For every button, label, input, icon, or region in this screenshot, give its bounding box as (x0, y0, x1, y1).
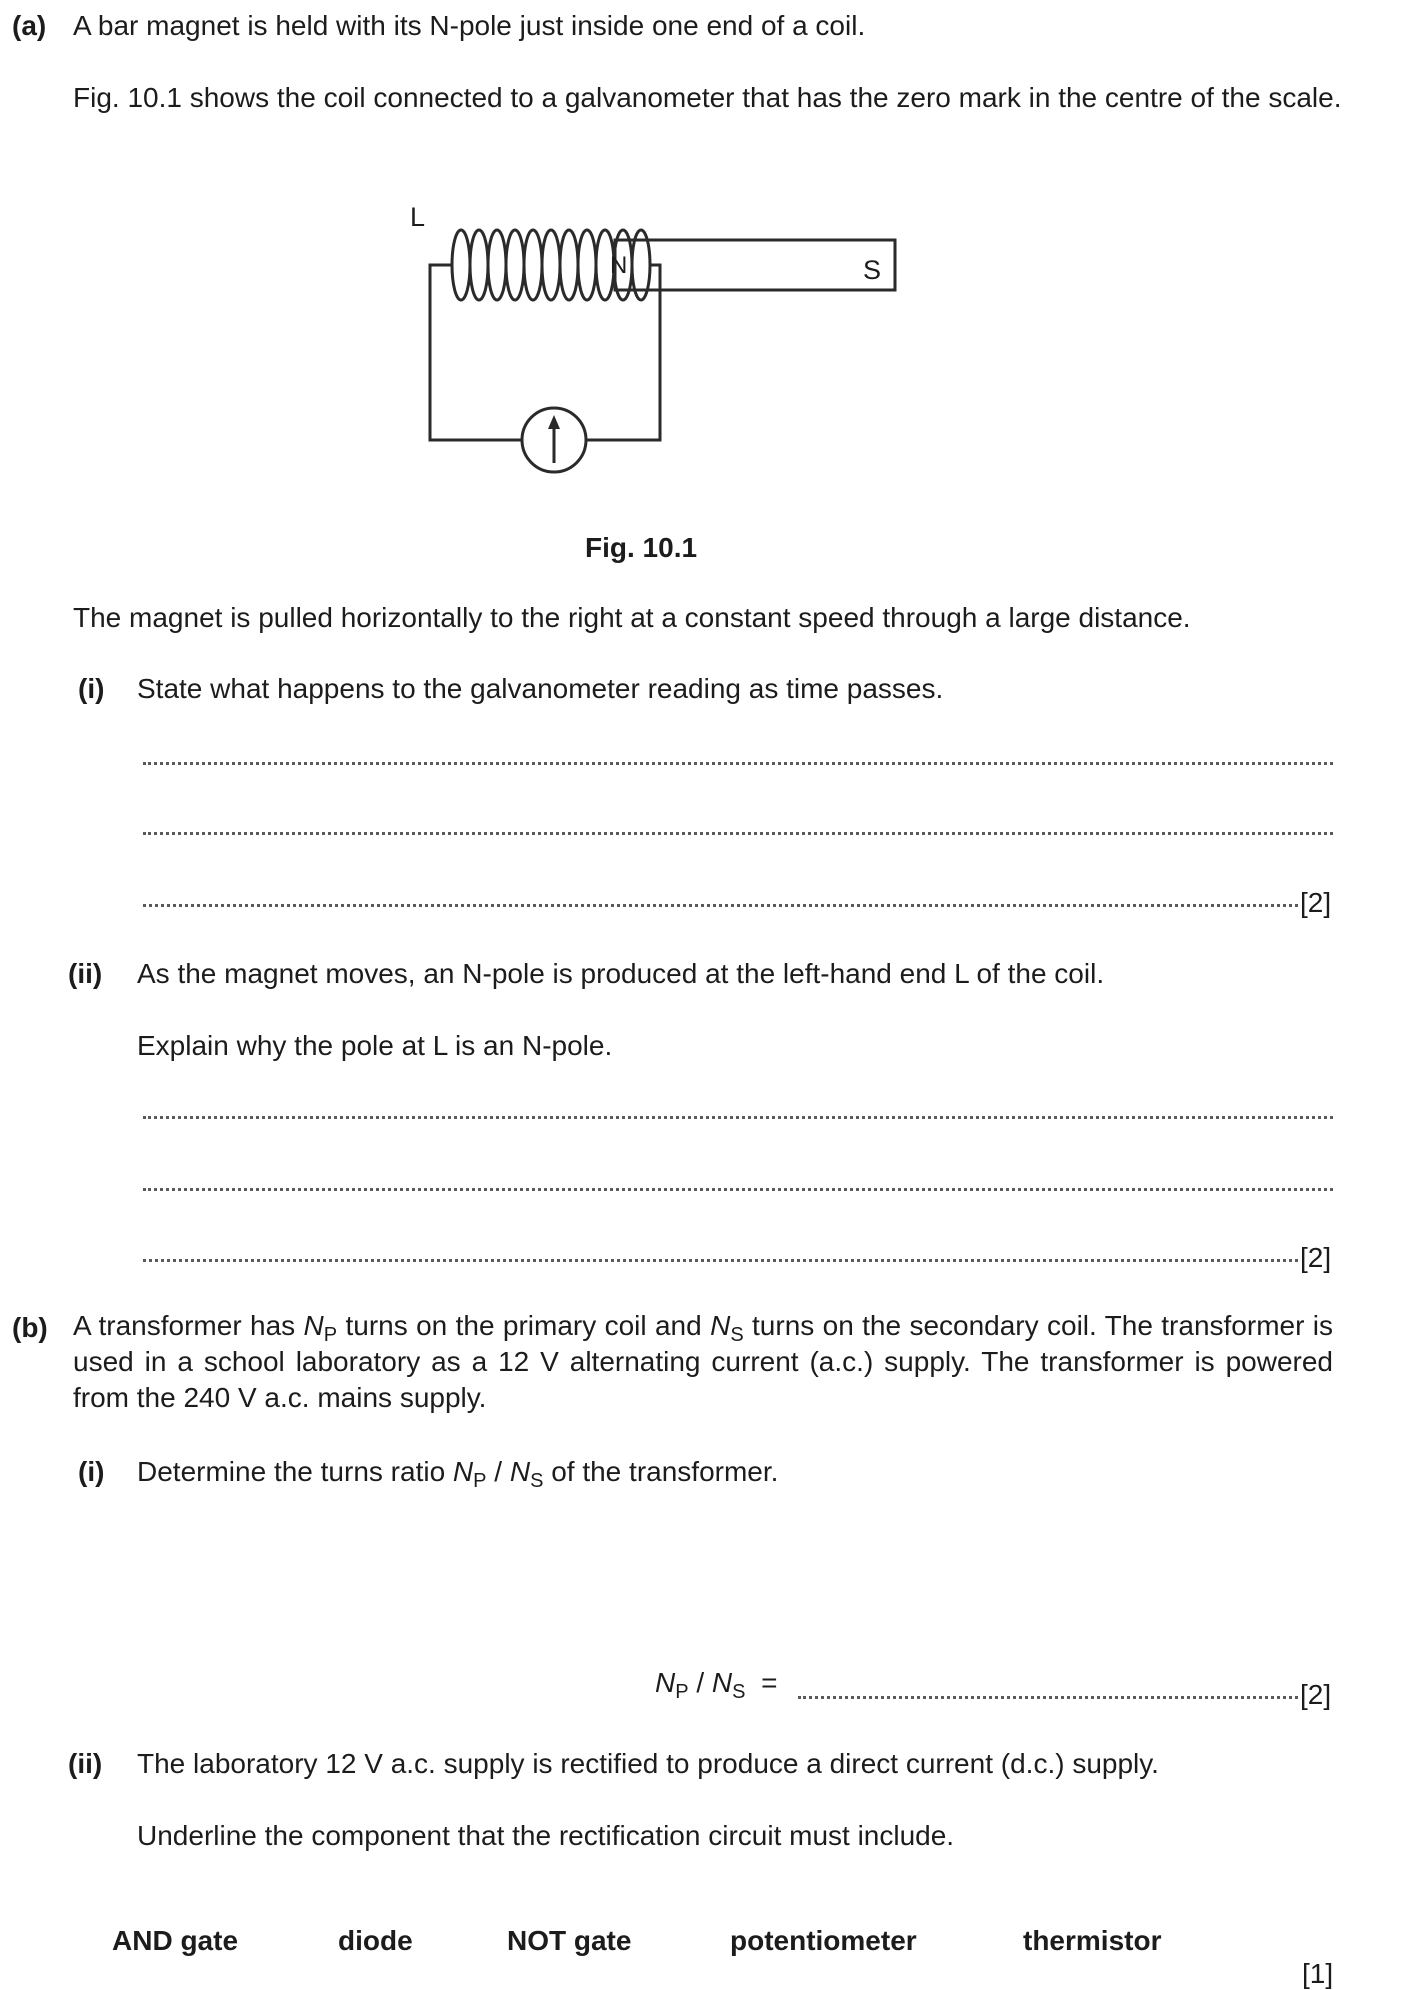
ns-symbol: N (710, 1310, 731, 1341)
b-i-answer-label: $N_P / N_S$ = (655, 1667, 778, 1703)
figure-caption: Fig. 10.1 (585, 532, 698, 563)
b-ii-label: (ii) (68, 1748, 103, 1779)
option-thermistor[interactable]: thermistor (1023, 1925, 1162, 1956)
b-i-ns-symbol: N (509, 1456, 531, 1487)
b-i-np-subscript: P (473, 1470, 487, 1492)
figure-10-1 (390, 195, 930, 495)
np-subscript: P (323, 1324, 338, 1346)
b-i-marks: [2] (1300, 1679, 1332, 1710)
fig-description: Fig. 10.1 shows the coil connected to a galvanometer that has the zero mark in the centre of the scale. (73, 82, 1342, 113)
part-b-text-3: turns on the secondary coil. The transformer is used in a school laboratory as a 12 V alternating current (a.c.) supply. The transformer is powered from the 240 V a.c. mains supply. (73, 1310, 1334, 1413)
part-b-text-1: A transformer has (73, 1310, 304, 1341)
coil-end-label: L (410, 202, 426, 232)
np-symbol: N (303, 1310, 324, 1341)
a-ii-prompt: Explain why the pole at L is an N-pole. (137, 1030, 613, 1061)
b-i-text-before: Determine the turns ratio (137, 1456, 453, 1487)
a-ii-answer-line-1[interactable] (143, 1116, 1333, 1119)
option-diode[interactable]: diode (338, 1925, 413, 1956)
a-ii-label: (ii) (68, 958, 103, 989)
a-i-label: (i) (78, 673, 105, 704)
a-i-answer-line-3[interactable] (143, 904, 1298, 907)
part-b-text-2: turns on the primary coil and (337, 1310, 711, 1341)
b-ii-prompt: Underline the component that the rectification circuit must include. (137, 1820, 955, 1851)
b-i-label: (i) (78, 1456, 105, 1487)
a-ii-answer-line-3[interactable] (143, 1259, 1298, 1262)
option-not-gate[interactable]: NOT gate (507, 1925, 632, 1956)
b-i-text-after: of the transformer. (543, 1456, 779, 1487)
b-i-question: Determine the turns ratio $N_P / N_S$ of the transformer. (137, 1456, 779, 1492)
b-ii-question: The laboratory 12 V a.c. supply is rectified to produce a direct current (d.c.) supply. (137, 1748, 1159, 1779)
a-i-answer-line-2[interactable] (143, 832, 1333, 835)
part-a-intro: A bar magnet is held with its N-pole just inside one end of a coil. (73, 10, 866, 41)
a-i-marks: [2] (1300, 887, 1332, 918)
magnet-south-label: S (863, 255, 882, 285)
b-i-np-symbol: N (452, 1456, 474, 1487)
magnet-north-label: N (610, 252, 628, 279)
option-and-gate[interactable]: AND gate (112, 1925, 239, 1956)
a-ii-question: As the magnet moves, an N-pole is produced at the left-hand end L of the coil. (137, 958, 1105, 989)
option-potentiometer[interactable]: potentiometer (730, 1925, 917, 1956)
part-b-text (73, 1308, 1333, 1416)
b-i-ns-subscript: S (530, 1470, 544, 1492)
part-a-label: (a) (12, 10, 47, 41)
a-ii-marks: [2] (1300, 1242, 1332, 1273)
part-b-label: (b) (12, 1312, 48, 1343)
a-i-answer-line-1[interactable] (143, 762, 1333, 765)
motion-text: The magnet is pulled horizontally to the right at a constant speed through a large distance. (73, 602, 1191, 633)
b-ii-marks: [1] (1302, 1958, 1334, 1989)
a-i-question: State what happens to the galvanometer reading as time passes. (137, 673, 944, 704)
ns-subscript: S (730, 1324, 744, 1346)
a-ii-answer-line-2[interactable] (143, 1188, 1333, 1191)
b-i-answer-line[interactable] (798, 1696, 1298, 1699)
